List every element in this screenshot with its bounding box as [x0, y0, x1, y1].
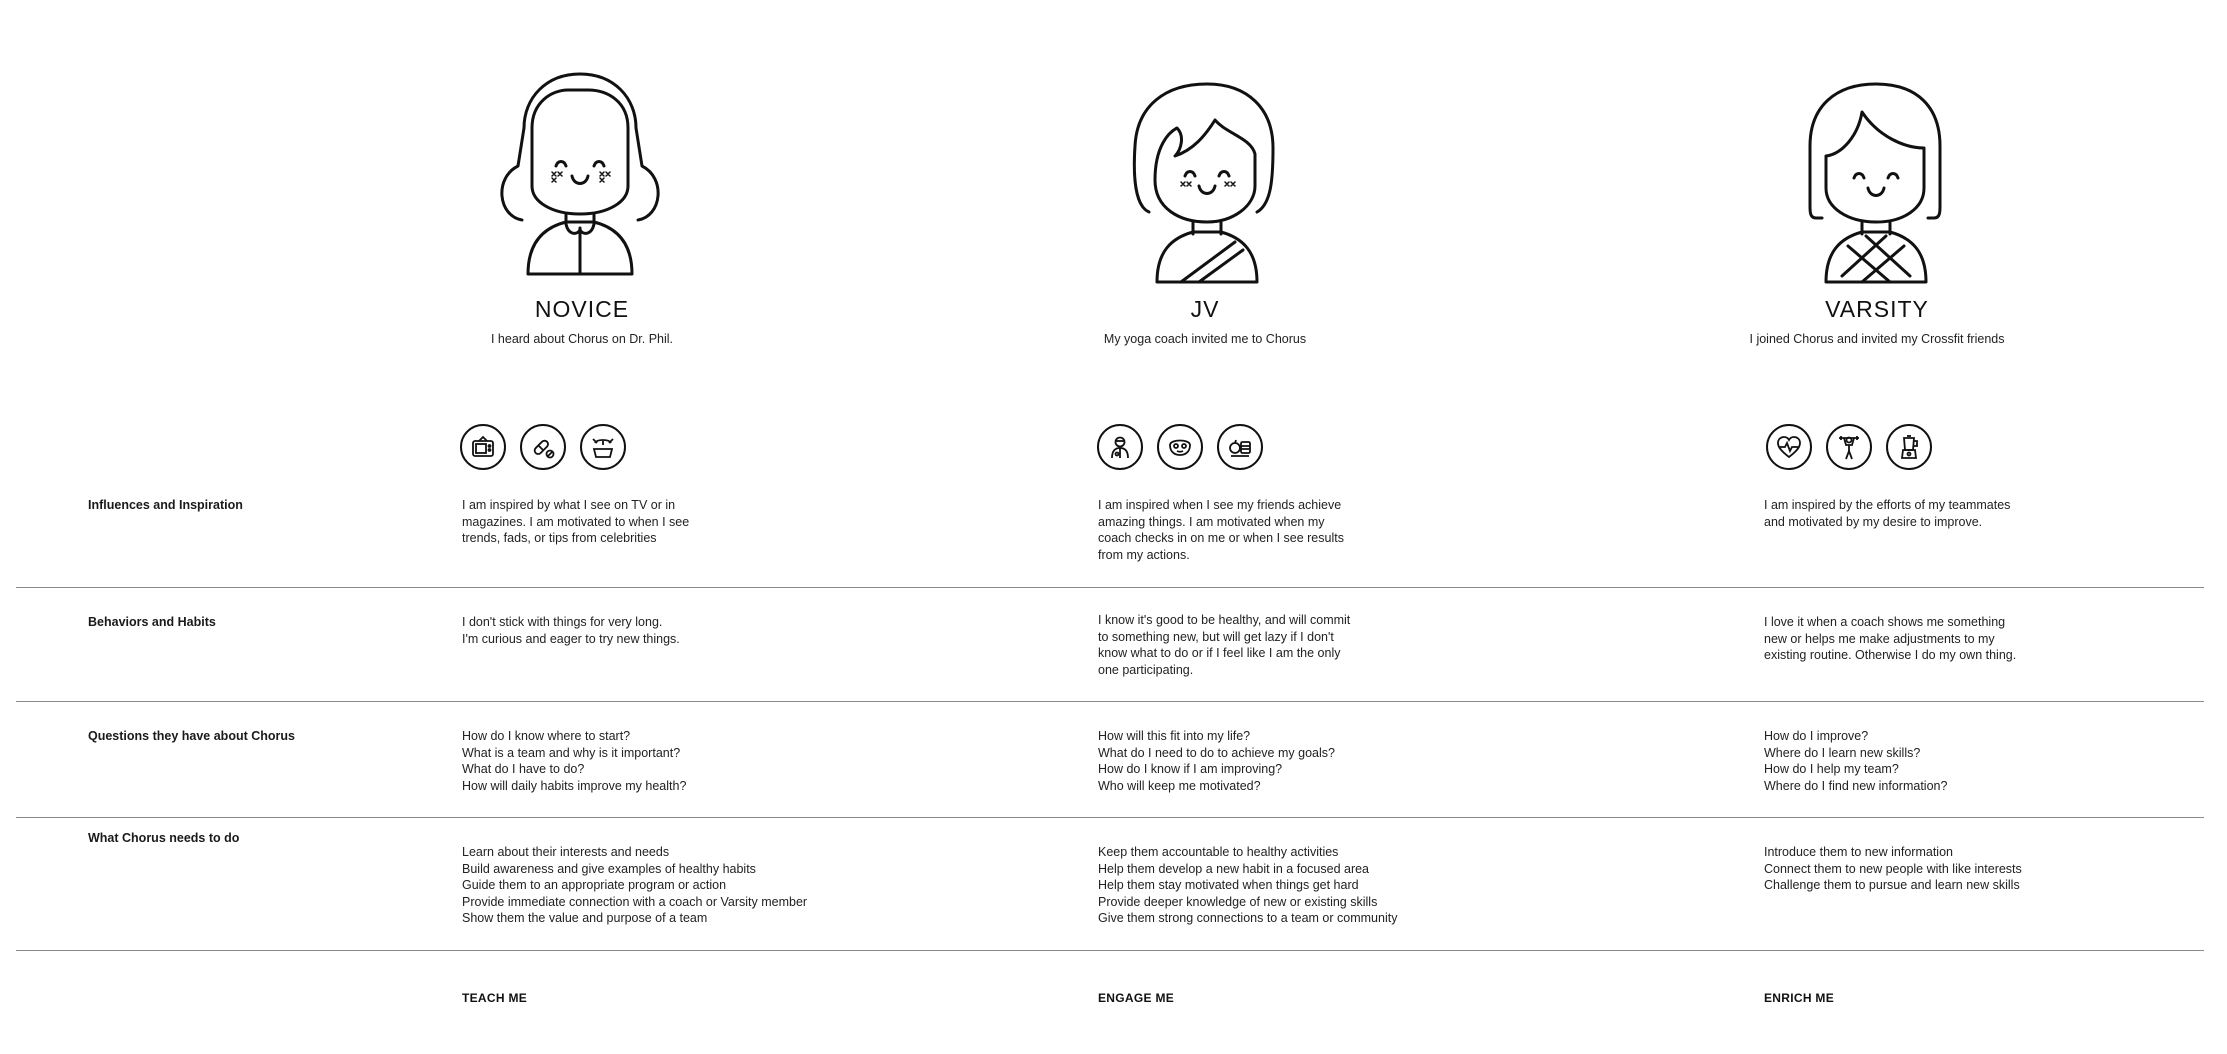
coach-icon — [1097, 424, 1143, 470]
row-label-questions: Questions they have about Chorus — [88, 729, 295, 743]
heart-rate-icon — [1766, 424, 1812, 470]
varsity-avatar — [1786, 76, 1966, 288]
row-divider — [16, 587, 2204, 588]
novice-questions: How do I know where to start? What is a team and why is it important? What do I have to do? How will daily habits improve my health? — [462, 729, 687, 793]
novice-needs: Learn about their interests and needs Build awareness and give examples of healthy habits Guide them to an appropriate program or action Provide immediate connection with a coach or Varsity member Show them the value and purpose of a team — [462, 845, 808, 926]
mask-icon — [1157, 424, 1203, 470]
row-divider — [16, 817, 2204, 818]
blender-icon — [1886, 424, 1932, 470]
jv-questions: How will this fit into my life? What do I need to do to achieve my goals? How do I know if I am improving? Who will keep me motivated? — [1098, 729, 1335, 793]
persona-tagline-novice: I heard about Chorus on Dr. Phil. — [490, 332, 674, 346]
row-label-influences: Influences and Inspiration — [88, 498, 243, 512]
footer-label-varsity: ENRICH ME — [1764, 991, 1835, 1005]
tv-icon — [460, 424, 506, 470]
novice-behaviors: I don't stick with things for very long. I'm curious and eager to try new things. — [462, 615, 680, 646]
varsity-behaviors: I love it when a coach shows me something new or helps me make adjustments to my existing routine. Otherwise I do my own thing. — [1764, 615, 2017, 663]
varsity-questions: How do I improve? Where do I learn new skills? How do I help my team? Where do I find new information? — [1764, 729, 1948, 793]
persona-name-novice: NOVICE — [534, 296, 630, 322]
row-divider — [16, 950, 2204, 951]
food-icon — [1217, 424, 1263, 470]
varsity-needs: Introduce them to new information Connect them to new people with like interests Challenge them to pursue and learn new skills — [1764, 845, 2022, 893]
varsity-icon-row — [1766, 424, 1932, 470]
novice-icon-row — [460, 424, 626, 470]
persona-name-varsity: VARSITY — [1825, 296, 1929, 322]
jv-needs: Keep them accountable to healthy activities Help them develop a new habit in a focused area Help them stay motivated when things get hard Provide deeper knowledge of new or existing skills Give them strong connections to a team or community — [1098, 845, 1398, 926]
jv-icon-row — [1097, 424, 1263, 470]
row-divider — [16, 701, 2204, 702]
footer-label-jv: ENGAGE ME — [1098, 991, 1175, 1005]
scale-icon — [580, 424, 626, 470]
persona-tagline-jv: My yoga coach invited me to Chorus — [1103, 332, 1307, 346]
pills-icon — [520, 424, 566, 470]
varsity-influences: I am inspired by the efforts of my teammates and motivated by my desire to improve. — [1764, 498, 2011, 529]
novice-influences: I am inspired by what I see on TV or in magazines. I am motivated to when I see trends, fads, or tips from celebrities — [462, 498, 690, 546]
persona-name-jv: JV — [1190, 296, 1220, 322]
jv-influences: I am inspired when I see my friends achieve amazing things. I am motivated when my coach checks in on me or when I see results from my actions. — [1098, 498, 1344, 562]
row-label-behaviors: Behaviors and Habits — [88, 615, 216, 629]
jv-avatar — [1115, 76, 1295, 288]
novice-avatar — [488, 68, 678, 280]
footer-label-novice: TEACH ME — [462, 991, 528, 1005]
weightlifter-icon — [1826, 424, 1872, 470]
jv-behaviors: I know it's good to be healthy, and will commit to something new, but will get lazy if I don't know what to do or if I feel like I am the only one participating. — [1098, 613, 1351, 677]
row-label-needs: What Chorus needs to do — [88, 831, 240, 845]
persona-tagline-varsity: I joined Chorus and invited my Crossfit friends — [1749, 332, 2005, 346]
